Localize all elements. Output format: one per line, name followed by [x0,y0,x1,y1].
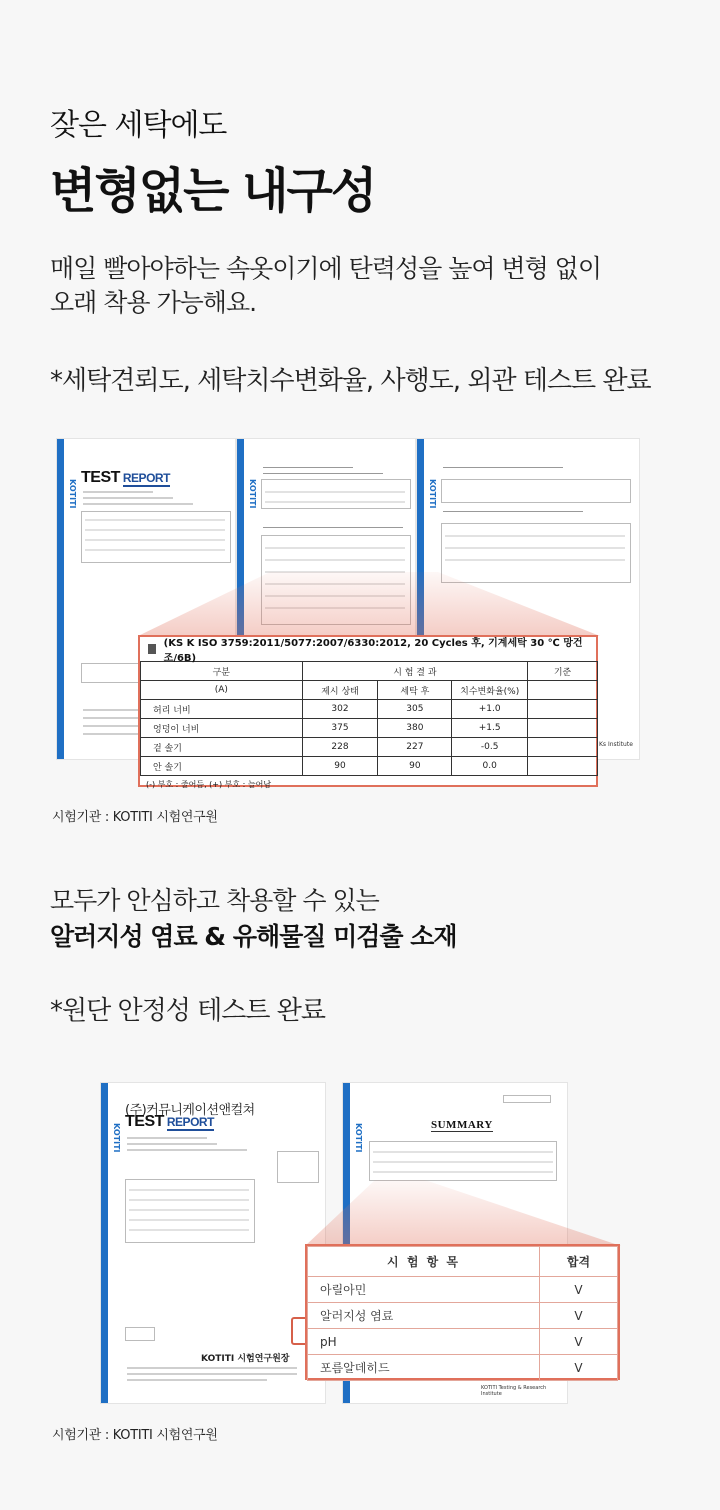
institute-name: KOTITI 시험연구원장 [201,1354,290,1364]
section2-note: *원단 안정성 테스트 완료 [50,996,325,1026]
result-sheet-1: KOTITI [236,438,416,760]
section2-heading-light: 모두가 안심하고 착용할 수 있는 [50,886,379,915]
table-footnote: (-) 부호 : 줄어듬, (+) 부호 : 늘어남 [146,780,272,789]
section2-heading-bold: 알러지성 염료 & 유해물질 미검출 소재 [50,922,457,951]
table-row: pH V [308,1329,618,1355]
section1-note: *세탁견뢰도, 세탁치수변화율, 사행도, 외관 테스트 완료 [50,366,651,396]
table-row: 아릴아민 V [308,1277,618,1303]
summary-sheet: KOTITI SUMMARY KOTITI Testing & Research Institute [342,1082,568,1404]
summary-title: SUMMARY [431,1119,493,1131]
safety-test-table: 시 험 항 목 합격 아릴아민 V 알러지성 염료 V pH V 포름알데히드 V [305,1244,620,1380]
test-report-title-2: TEST REPORT [125,1113,214,1130]
result-sheet-2: KOTITI Ks Institute [416,438,640,760]
table-row: 알러지성 염료 V [308,1303,618,1329]
table-row: 겉 솔기 228 227 -0.5 [141,738,598,757]
kotiti-logo: KOTITI [68,479,77,509]
table-row: 안 솔기 90 90 0.0 [141,757,598,776]
table-row: 허리 너비 302 305 +1.0 [141,700,598,719]
table-row: 포름알데히드 V [308,1355,618,1381]
test-report-title: TEST REPORT [81,469,170,486]
zoom-wedge-2 [305,1180,621,1246]
section1-desc-line1: 매일 빨아야하는 속옷이기에 탄력성을 높여 변형 없이 [50,254,601,283]
company-name: (주)커뮤니케이션앤컬쳐 [125,1103,255,1118]
section1-desc-line2: 오래 착용 가능해요. [50,288,257,317]
institute-label: Ks Institute [599,741,633,748]
section2-caption: 시험기관 : KOTITI 시험연구원 [52,1428,218,1443]
section1-heading-bold: 변형없는 내구성 [50,163,376,219]
section1-caption: 시험기관 : KOTITI 시험연구원 [52,810,218,825]
bullet-icon [148,644,156,654]
test-report-sheet-2: KOTITI (주)커뮤니케이션앤컬쳐 TEST REPORT KOTITI 시험연구원장 [100,1082,326,1404]
shrinkage-test-table: (KS K ISO 3759:2011/5077:2007/6330:2012, 20 Cycles 후, 기계세탁 30 ℃ 망건조/6B) 구분 시 험 결 과 기준 (A) 제시 상태 세탁 후 치수변화율(%) 허리 너비 302 305 +1.0 엉덩이 너비 375 380 +1.5 겉 솔기 228 227 -0.5 안 솔기 90 90 0.0 (-) 부호 : 줄어듬, (+) 부호 : 늘어남 [138,635,598,787]
summary-footer: KOTITI Testing & Research Institute [481,1385,547,1397]
table-row: 엉덩이 너비 375 380 +1.5 [141,719,598,738]
test-standard: (KS K ISO 3759:2011/5077:2007/6330:2012, 20 Cycles 후, 기계세탁 30 ℃ 망건조/6B) [140,637,596,661]
zoom-wedge-1 [138,572,600,636]
section1-heading-light: 잦은 세탁에도 [50,108,227,143]
